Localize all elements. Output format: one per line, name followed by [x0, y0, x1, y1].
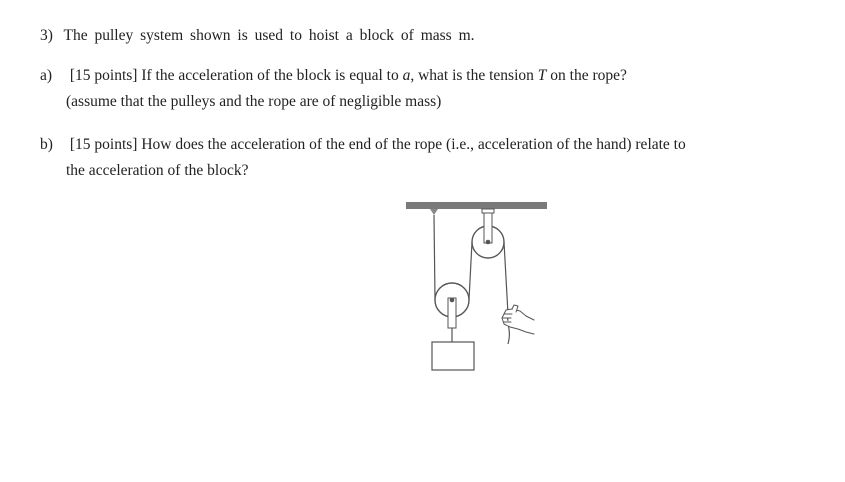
part-a-label: a): [40, 67, 53, 84]
part-b-label: b): [40, 136, 53, 153]
part-b-question: [40, 135, 686, 155]
hand-icon: [502, 305, 534, 334]
variable-a: a: [402, 67, 411, 84]
movable-pulley-icon: [435, 283, 469, 342]
part-a-text-1: If the acceleration of the block is equal to: [141, 67, 399, 84]
problem-statement: The pulley system shown is used to hoist a block of mass m.: [63, 27, 475, 44]
fixed-pulley-icon: [472, 209, 504, 258]
block-icon: [432, 342, 474, 370]
ceiling-icon: [406, 202, 547, 209]
part-b-points: [15 points]: [69, 136, 138, 153]
rope-anchor-icon: [430, 209, 438, 215]
part-a-text-2: , what is the tension: [410, 67, 534, 84]
part-a-note: (assume that the pulleys and the rope are of negligible mass): [66, 93, 442, 110]
problem-number: 3): [40, 27, 53, 44]
part-a-question: [40, 66, 627, 86]
part-a-points: [15 points]: [69, 67, 138, 84]
part-b-text-1: How does the acceleration of the end of the rope (i.e., acceleration of the hand) relate to: [141, 136, 686, 153]
part-b-continuation: the acceleration of the block?: [66, 162, 249, 179]
problem-statement-line: [40, 26, 475, 46]
variable-T: T: [537, 67, 547, 84]
pulley-system-figure: [400, 196, 560, 376]
part-a-text-3: on the rope?: [550, 67, 627, 84]
